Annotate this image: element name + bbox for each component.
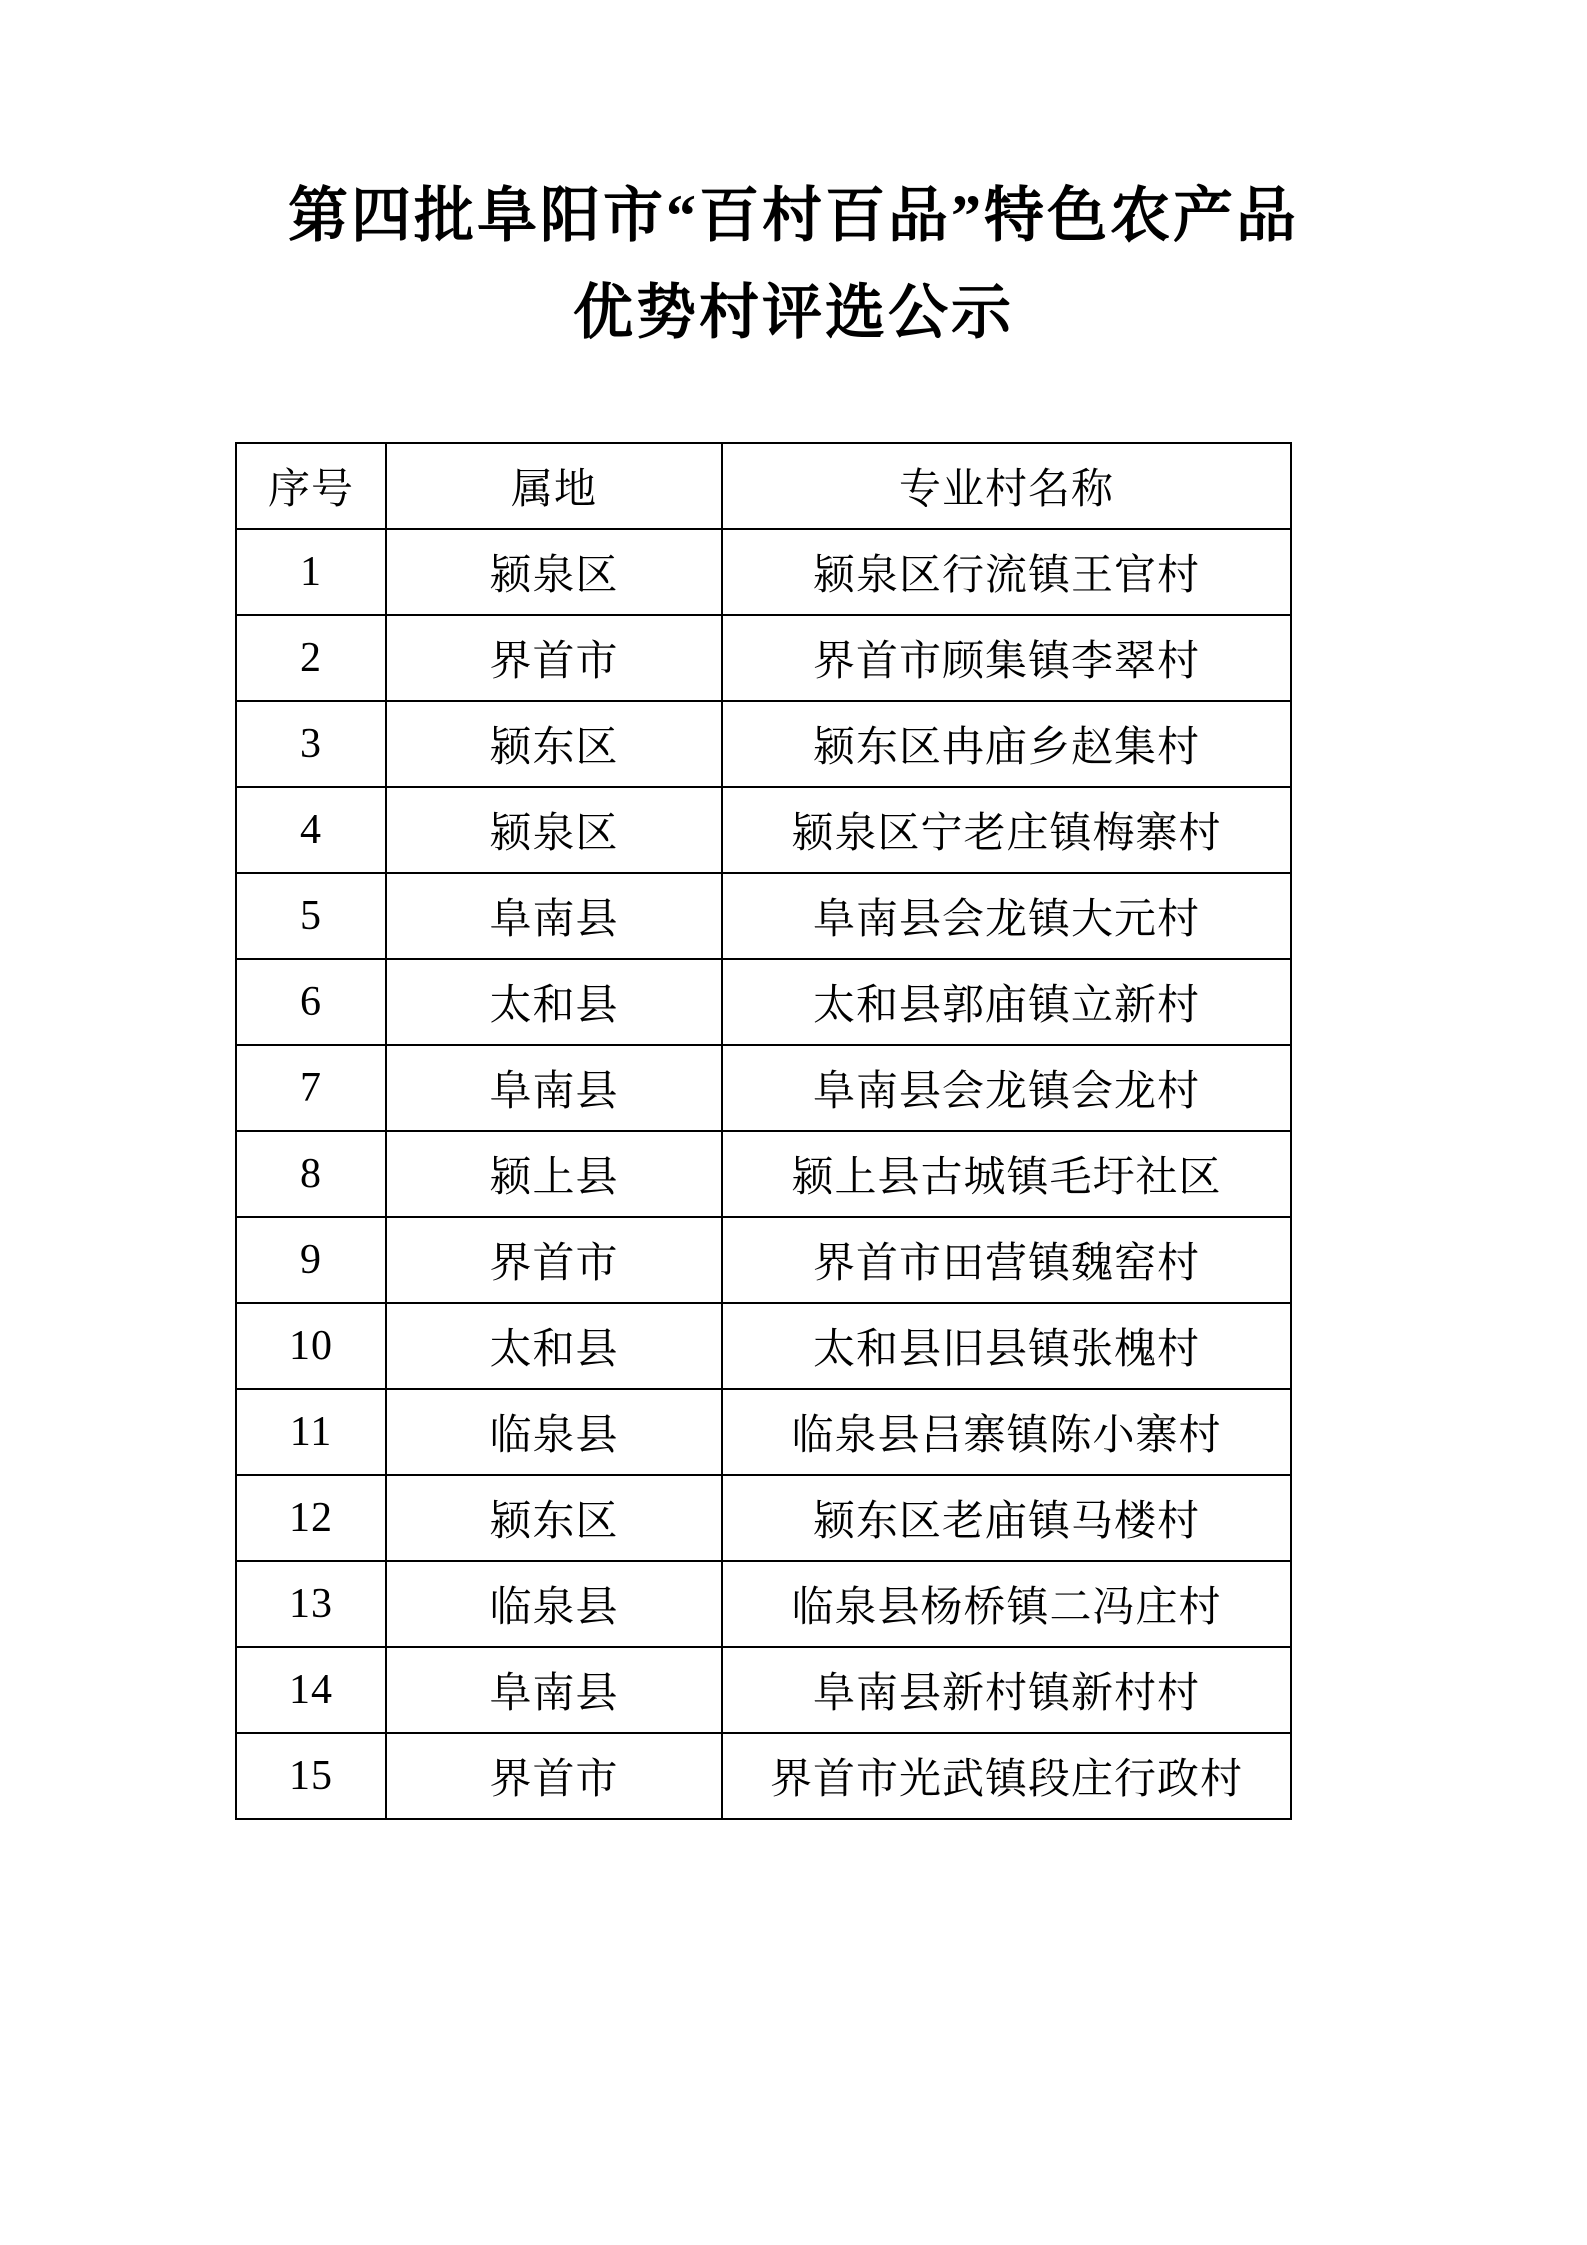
table-row [236, 529, 1291, 615]
table-row [236, 1389, 1291, 1475]
table-row [236, 1561, 1291, 1647]
row-index-cell: 9 [236, 1217, 386, 1303]
region-cell: 颍泉区 [386, 529, 722, 615]
table-row [236, 1131, 1291, 1217]
row-index-cell: 6 [236, 959, 386, 1045]
village-table [235, 442, 1292, 1820]
header-cell-village-name: 专业村名称 [722, 443, 1291, 529]
row-index-cell: 13 [236, 1561, 386, 1647]
row-index-cell: 3 [236, 701, 386, 787]
region-cell: 太和县 [386, 1303, 722, 1389]
region-cell: 阜南县 [386, 873, 722, 959]
row-index-cell: 10 [236, 1303, 386, 1389]
village-name-cell: 颍东区老庙镇马楼村 [722, 1475, 1291, 1561]
table-row [236, 787, 1291, 873]
region-cell: 临泉县 [386, 1561, 722, 1647]
village-name-cell: 颍泉区行流镇王官村 [722, 529, 1291, 615]
table-row [236, 1733, 1291, 1819]
row-index-cell: 5 [236, 873, 386, 959]
village-name-cell: 界首市顾集镇李翠村 [722, 615, 1291, 701]
table-row [236, 873, 1291, 959]
table-row [236, 1303, 1291, 1389]
row-index-cell: 4 [236, 787, 386, 873]
header-cell-index: 序号 [236, 443, 386, 529]
village-name-cell: 临泉县杨桥镇二冯庄村 [722, 1561, 1291, 1647]
row-index-cell: 12 [236, 1475, 386, 1561]
table-row [236, 615, 1291, 701]
table-row [236, 701, 1291, 787]
row-index-cell: 8 [236, 1131, 386, 1217]
row-index-cell: 14 [236, 1647, 386, 1733]
header-cell-region: 属地 [386, 443, 722, 529]
region-cell: 阜南县 [386, 1647, 722, 1733]
region-cell: 颍东区 [386, 1475, 722, 1561]
village-name-cell: 临泉县吕寨镇陈小寨村 [722, 1389, 1291, 1475]
village-name-cell: 界首市田营镇魏窑村 [722, 1217, 1291, 1303]
row-index-cell: 1 [236, 529, 386, 615]
village-name-cell: 界首市光武镇段庄行政村 [722, 1733, 1291, 1819]
row-index-cell: 2 [236, 615, 386, 701]
table-row [236, 1647, 1291, 1733]
document-title [0, 168, 1587, 362]
table-row [236, 1475, 1291, 1561]
region-cell: 颍泉区 [386, 787, 722, 873]
village-name-cell: 太和县旧县镇张槐村 [722, 1303, 1291, 1389]
region-cell: 太和县 [386, 959, 722, 1045]
village-name-cell: 颍泉区宁老庄镇梅寨村 [722, 787, 1291, 873]
village-name-cell: 颍上县古城镇毛圩社区 [722, 1131, 1291, 1217]
table-row [236, 1217, 1291, 1303]
region-cell: 界首市 [386, 1733, 722, 1819]
table-row [236, 1045, 1291, 1131]
village-name-cell: 阜南县新村镇新村村 [722, 1647, 1291, 1733]
region-cell: 颍东区 [386, 701, 722, 787]
village-name-cell: 太和县郭庙镇立新村 [722, 959, 1291, 1045]
table-body [236, 529, 1291, 1819]
row-index-cell: 11 [236, 1389, 386, 1475]
village-name-cell: 颍东区冉庙乡赵集村 [722, 701, 1291, 787]
row-index-cell: 15 [236, 1733, 386, 1819]
region-cell: 颍上县 [386, 1131, 722, 1217]
region-cell: 临泉县 [386, 1389, 722, 1475]
table-row [236, 959, 1291, 1045]
region-cell: 界首市 [386, 1217, 722, 1303]
region-cell: 界首市 [386, 615, 722, 701]
village-name-cell: 阜南县会龙镇会龙村 [722, 1045, 1291, 1131]
document-title-line-1: 第四批阜阳市“百村百品”特色农产品 [288, 183, 1299, 249]
document-title-line-2: 优势村评选公示 [573, 280, 1014, 346]
region-cell: 阜南县 [386, 1045, 722, 1131]
table-header-row [236, 443, 1291, 529]
village-name-cell: 阜南县会龙镇大元村 [722, 873, 1291, 959]
row-index-cell: 7 [236, 1045, 386, 1131]
